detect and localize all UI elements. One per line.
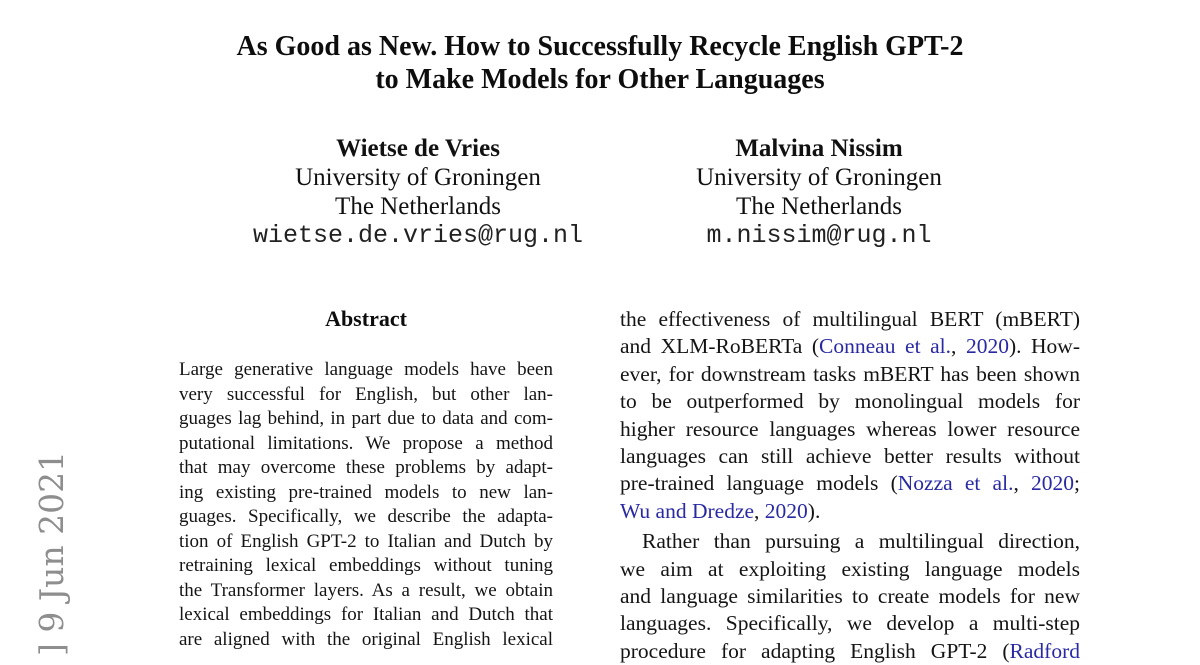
text-run: ever, for downstream tasks mBERT has been shown (620, 361, 1080, 386)
text-line (620, 498, 1080, 525)
text-line (620, 416, 1080, 443)
author-block (619, 134, 1019, 250)
author-affiliation: The Netherlands (335, 193, 501, 220)
text-run: , (951, 334, 966, 359)
text-run: and language similarities to create models for new (620, 584, 1080, 609)
text-line (179, 456, 553, 481)
author-email: m.nissim@rug.nl (706, 221, 932, 250)
text-line (620, 470, 1080, 497)
citation-link[interactable]: 2020 (764, 498, 808, 523)
text-line (179, 407, 553, 432)
text-run: languages. Specifically, we develop a multi-step (620, 611, 1080, 636)
text-run: we aim at exploiting existing language models (620, 556, 1080, 581)
citation-link[interactable]: Wu and Dredze (620, 498, 755, 523)
text-run: Large generative language models have been (179, 359, 553, 380)
text-line (179, 628, 553, 653)
text-run: ). (807, 498, 821, 523)
text-run: putational limitations. We propose a method (179, 432, 553, 454)
text-run: that may overcome these problems by adapt- (179, 457, 553, 478)
text-run: lexical embeddings for Italian and Dutch that (179, 604, 553, 625)
text-run: higher resource languages whereas lower resource (620, 416, 1080, 441)
text-line (179, 358, 553, 383)
text-line (620, 306, 1080, 333)
author-affiliation: University of Groningen (696, 164, 942, 191)
text-run: , (1013, 471, 1032, 496)
paragraph (620, 306, 1080, 525)
text-run: retraining lexical embeddings without tuning (179, 555, 553, 576)
text-run: and XLM-RoBERTa ( (620, 334, 820, 359)
title-line-1: As Good as New. How to Successfully Recycle English GPT-2 (236, 31, 964, 62)
text-line (620, 610, 1080, 637)
text-line (179, 432, 553, 457)
paper-title (0, 30, 1200, 96)
author-affiliation: The Netherlands (736, 193, 902, 220)
text-line (620, 583, 1080, 610)
text-line (620, 443, 1080, 470)
citation-link[interactable]: 2020 (1031, 471, 1075, 496)
citation-link[interactable]: Nozza et al. (897, 471, 1014, 496)
text-line (179, 530, 553, 555)
text-line (620, 638, 1080, 665)
title-line-2: to Make Models for Other Languages (375, 64, 825, 95)
author-affiliation: University of Groningen (295, 164, 541, 191)
author-email: wietse.de.vries@rug.nl (252, 221, 584, 250)
arxiv-watermark: ] 9 Jun 2021 (32, 450, 71, 656)
text-run: Rather than pursuing a multilingual direction, (642, 529, 1080, 554)
text-line (179, 554, 553, 579)
text-line (620, 528, 1080, 555)
text-run: ; (1074, 471, 1081, 496)
text-run: are aligned with the original English lexical (179, 628, 553, 650)
left-column (150, 306, 610, 652)
text-run: , (754, 498, 765, 523)
text-run: ). How- (1008, 334, 1080, 359)
author-block (218, 134, 618, 250)
text-run: procedure for adapting English GPT-2 ( (620, 638, 1010, 663)
text-run: the effectiveness of multilingual BERT (mBERT) (620, 307, 1080, 331)
text-run: to be outperformed by monolingual models for (620, 389, 1080, 414)
text-run: very successful for English, but other lan- (179, 383, 553, 405)
text-run: guages lag behind, in part due to data and com- (179, 408, 553, 429)
abstract-heading: Abstract (325, 306, 407, 331)
text-run: the Transformer layers. As a result, we obtain (179, 579, 553, 601)
text-line (179, 579, 553, 604)
citation-link[interactable]: 2020 (965, 334, 1009, 359)
right-column (620, 306, 1080, 665)
text-run: guages. Specifically, we describe the adapta- (179, 506, 553, 527)
abstract-text (179, 358, 553, 652)
text-line (620, 556, 1080, 583)
text-run: tion of English GPT-2 to Italian and Dutch by (179, 530, 553, 552)
text-line (620, 388, 1080, 415)
citation-link[interactable]: Conneau et al. (819, 334, 951, 359)
author-name: Malvina Nissim (735, 135, 903, 162)
text-run: languages can still achieve better results without (620, 444, 1080, 469)
text-line (179, 383, 553, 408)
text-line (179, 505, 553, 530)
text-line (620, 333, 1080, 360)
citation-link[interactable]: Radford (1009, 638, 1080, 663)
author-name: Wietse de Vries (336, 135, 500, 162)
text-line (179, 481, 553, 506)
paragraph (620, 528, 1080, 665)
text-line (179, 603, 553, 628)
text-run: ing existing pre-trained models to new lan- (179, 481, 553, 503)
text-line (620, 361, 1080, 388)
text-run: pre-trained language models ( (620, 471, 898, 496)
